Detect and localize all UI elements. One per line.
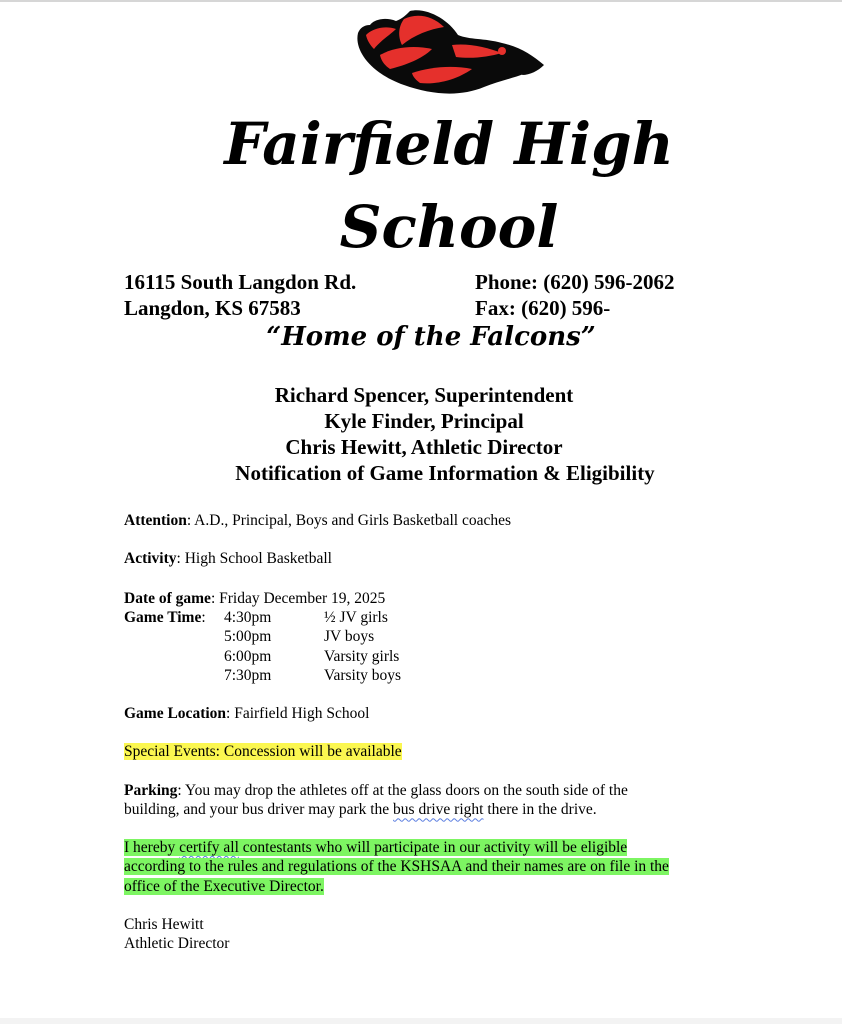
activity-label: Activity [124,550,177,567]
schedule-time: 6:00pm [224,647,272,665]
attention-line [124,511,511,530]
certification-paragraph: I hereby certify all contestants who will participate in our activity will be eligible according to the rules and regulations of the KSHSAA and their names are on file in the office of the Executive Director. [124,839,669,895]
falcon-head-logo [352,5,548,105]
schedule-event: Varsity boys [324,666,402,684]
superintendent: Richard Spencer, Superintendent [274,383,574,407]
attention-label: Attention [124,512,187,529]
spellcheck-underline: bus drive right [393,801,484,819]
schedule-event: JV boys [324,628,375,646]
top-border [0,0,842,2]
school-motto: “Home of the Falcons” [266,322,596,352]
date-line [124,589,385,608]
attention-value: : A.D., Principal, Boys and Girls Basketball coaches [186,512,512,529]
athletic-director: Chris Hewitt, Athletic Director [285,435,563,459]
school-name-line1: Fairfield High [224,110,674,178]
schedule-times [224,608,271,685]
fax-number: Fax: (620) 596- [475,296,611,320]
date-value: : Friday December 19, 2025 [210,590,386,607]
address-line2: Langdon, KS 67583 [124,296,301,320]
parking-label: Parking [124,782,178,799]
location-label: Game Location [124,705,227,722]
signature-name: Chris Hewitt [124,916,204,933]
phone-number: Phone: (620) 596-2062 [475,270,675,294]
special-events-line [124,742,402,761]
date-label: Date of game [124,590,211,607]
officials-block [0,382,842,486]
schedule-events [324,608,401,685]
location-line [124,704,369,723]
signature-block [124,915,229,954]
notification-heading: Notification of Game Information & Eligibility [235,461,655,485]
schedule-time: 5:00pm [224,628,272,646]
schedule-time: 4:30pm [224,609,272,626]
parking-paragraph: Parking: You may drop the athletes off at the glass doors on the south side of the building, and your bus driver may park the bus drive right there in the drive. [124,782,628,819]
schedule-time: 7:30pm [224,666,272,684]
address-line1: 16115 South Langdon Rd. [124,270,357,294]
activity-line [124,549,332,568]
game-time-label: Game Time: [124,609,206,626]
schedule-event: ½ JV girls [324,609,388,626]
page-bottom-edge [0,1018,842,1024]
location-value: : Fairfield High School [226,705,370,722]
schedule-event: Varsity girls [324,647,400,665]
spellcheck-underline: certify all [179,839,239,856]
school-name-line2: School [339,193,559,261]
special-events-text: Special Events: Concession will be available [124,743,402,760]
activity-value: : High School Basketball [176,550,332,567]
signature-title: Athletic Director [124,935,230,953]
principal: Kyle Finder, Principal [324,409,524,433]
